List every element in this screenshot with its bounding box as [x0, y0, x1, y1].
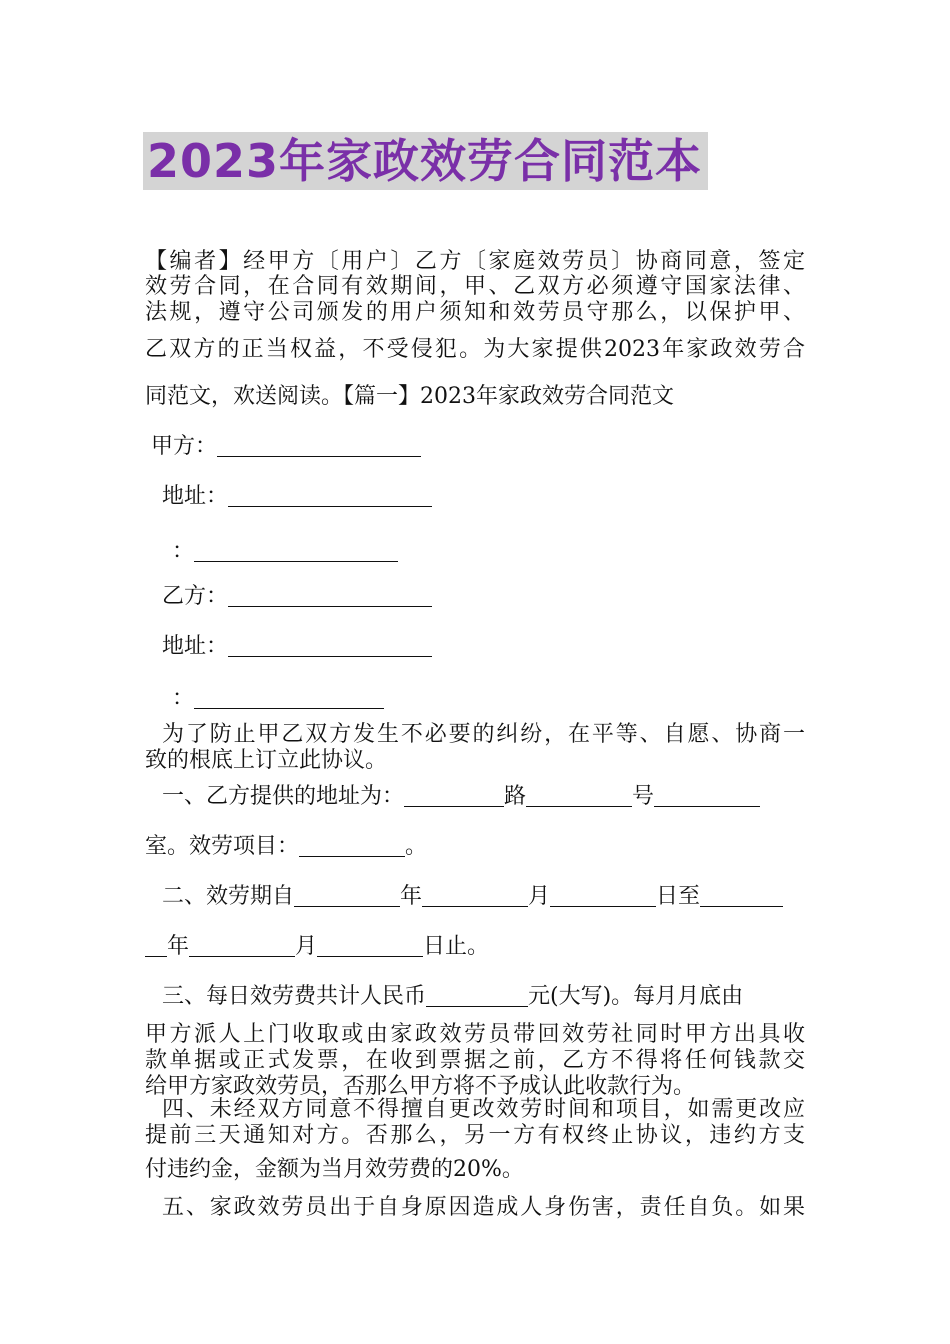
clause-3-text-a: 三、每日效劳费共计人民币 [162, 984, 427, 1009]
clause-3-line-1 [162, 982, 743, 1012]
party-b-phone-label: ： [172, 686, 195, 711]
preamble-line-1: 为了防止甲乙双方发生不必要的纠纷，在平等、自愿、协商一 [162, 722, 805, 747]
party-b-phone-blank[interactable] [194, 686, 384, 709]
clause-5-line-1: 五、家政效劳员出于自身原因造成人身伤害，责任自负。如果 [162, 1195, 805, 1220]
party-b-phone-row [172, 684, 384, 714]
clause-2-text-b: 年 [400, 884, 423, 909]
clause-2-text-d: 日至 [656, 884, 701, 909]
intro-line-5: 同范文，欢送阅读。【篇一】2023年家政效劳合同范文 [145, 384, 674, 409]
number-blank[interactable] [526, 784, 632, 807]
clause-2-text-a: 二、效劳期自 [162, 884, 295, 909]
clause-2-text-e: 年 [167, 934, 190, 959]
clause-2-text-f: 月 [295, 934, 318, 959]
clause-3-line-4: 给甲方家政效劳员，否那么甲方将不予成认此收款行为。 [145, 1074, 696, 1099]
daily-fee-blank[interactable] [426, 984, 528, 1007]
clause-2-text-g: 日止。 [423, 934, 490, 959]
document-title: 2023年家政效劳合同范本 [143, 132, 708, 190]
clause-1-line-2 [145, 832, 427, 862]
party-a-address-label: 地址： [162, 484, 229, 509]
party-b-label: 乙方： [162, 584, 229, 609]
clause-1-text-b: 路 [504, 784, 527, 809]
clause-3-text-b: 元(大写)。每月月底由 [528, 984, 744, 1009]
start-day-blank[interactable] [550, 884, 656, 907]
party-a-phone-blank[interactable] [194, 539, 398, 562]
room-blank-a[interactable] [654, 784, 760, 807]
end-year-blank-b[interactable] [145, 934, 167, 957]
clause-1-line-1 [162, 782, 760, 812]
road-blank[interactable] [404, 784, 504, 807]
party-a-row [151, 432, 421, 462]
clause-1-text-a: 一、乙方提供的地址为： [162, 784, 405, 809]
party-b-address-row [162, 632, 432, 662]
clause-2-text-c: 月 [528, 884, 551, 909]
party-a-phone-row [172, 537, 398, 567]
party-a-label: 甲方： [151, 434, 218, 459]
party-b-address-label: 地址： [162, 634, 229, 659]
end-day-blank[interactable] [317, 934, 423, 957]
start-year-blank[interactable] [294, 884, 400, 907]
party-b-blank[interactable] [228, 584, 432, 607]
intro-line-4: 乙双方的正当权益，不受侵犯。为大家提供2023年家政效劳合 [145, 337, 805, 362]
end-year-blank-a[interactable] [700, 884, 783, 907]
party-b-row [162, 582, 432, 612]
party-a-blank[interactable] [217, 434, 421, 457]
end-month-blank[interactable] [189, 934, 295, 957]
service-items-blank[interactable] [299, 834, 405, 857]
clause-3-line-3: 款单据或正式发票，在收到票据之前，乙方不得将任何钱款交 [145, 1048, 805, 1073]
start-month-blank[interactable] [422, 884, 528, 907]
intro-line-2: 效劳合同，在合同有效期间，甲、乙双方必须遵守国家法律、 [145, 274, 805, 299]
intro-line-3: 法规，遵守公司颁发的用户须知和效劳员守那么，以保护甲、 [145, 300, 805, 325]
party-a-address-blank[interactable] [228, 484, 432, 507]
clause-2-line-1 [162, 882, 783, 912]
intro-line-1: 【编者】经甲方〔用户〕乙方〔家庭效劳员〕协商同意，签定 [145, 249, 805, 274]
clause-1-text-e: 。 [405, 834, 428, 859]
party-a-phone-label: ： [172, 539, 195, 564]
clause-3-line-2: 甲方派人上门收取或由家政效劳员带回效劳社同时甲方出具收 [145, 1022, 805, 1047]
party-a-address-row [162, 482, 432, 512]
clause-4-line-2: 提前三天通知对方。否那么，另一方有权终止协议，违约方支 [145, 1123, 805, 1148]
party-b-address-blank[interactable] [228, 634, 432, 657]
preamble-line-2: 致的根底上订立此协议。 [145, 748, 388, 773]
clause-4-line-1: 四、未经双方同意不得擅自更改效劳时间和项目，如需更改应 [162, 1097, 805, 1122]
clause-1-text-c: 号 [632, 784, 655, 809]
clause-1-text-d: 室。效劳项目： [145, 834, 300, 859]
clause-2-line-2 [145, 932, 489, 962]
clause-4-line-3: 付违约金，金额为当月效劳费的20%。 [145, 1157, 524, 1182]
